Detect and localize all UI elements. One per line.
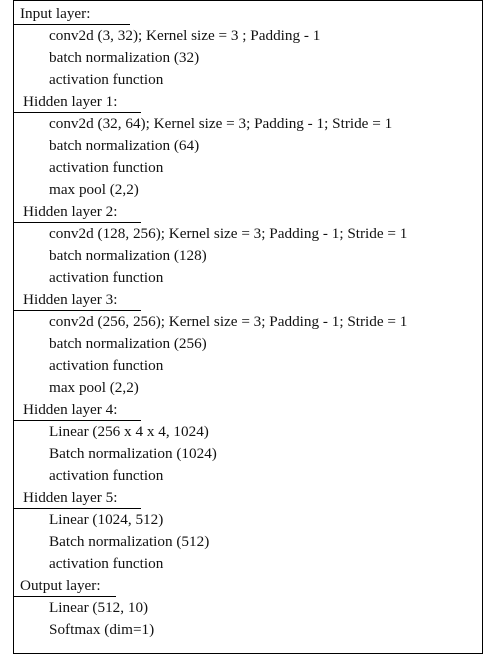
layer-item: activation function	[49, 159, 164, 176]
layer-heading: Input layer:	[20, 5, 91, 22]
layer-item: max pool (2,2)	[49, 379, 139, 396]
layer-item: activation function	[49, 71, 164, 88]
layer-heading: Output layer:	[20, 577, 101, 594]
layer-item: conv2d (128, 256); Kernel size = 3; Padding - 1; Stride = 1	[49, 225, 408, 242]
layer-heading: Hidden layer 1:	[23, 93, 118, 110]
layer-item: Linear (1024, 512)	[49, 511, 164, 528]
layer-item: conv2d (256, 256); Kernel size = 3; Padding - 1; Stride = 1	[49, 313, 408, 330]
layer-item: Softmax (dim=1)	[49, 621, 155, 638]
layer-item: batch normalization (32)	[49, 49, 200, 66]
architecture-table	[13, 0, 483, 654]
layer-item: conv2d (3, 32); Kernel size = 3 ; Padding - 1	[49, 27, 321, 44]
layer-heading: Hidden layer 3:	[23, 291, 118, 308]
layer-heading: Hidden layer 5:	[23, 489, 118, 506]
layer-item: Linear (512, 10)	[49, 599, 149, 616]
layer-item: Batch normalization (512)	[49, 533, 210, 550]
layer-heading: Hidden layer 2:	[23, 203, 118, 220]
layer-item: activation function	[49, 555, 164, 572]
layer-item: Linear (256 x 4 x 4, 1024)	[49, 423, 209, 440]
layer-item: Batch normalization (1024)	[49, 445, 217, 462]
layer-item: conv2d (32, 64); Kernel size = 3; Padding - 1; Stride = 1	[49, 115, 393, 132]
layer-item: activation function	[49, 269, 164, 286]
table-top-border	[13, 0, 483, 1]
layer-item: batch normalization (64)	[49, 137, 200, 154]
layer-item: batch normalization (128)	[49, 247, 207, 264]
layer-item: activation function	[49, 467, 164, 484]
layer-item: max pool (2,2)	[49, 181, 139, 198]
layer-item: activation function	[49, 357, 164, 374]
layer-item: batch normalization (256)	[49, 335, 207, 352]
layer-heading: Hidden layer 4:	[23, 401, 118, 418]
